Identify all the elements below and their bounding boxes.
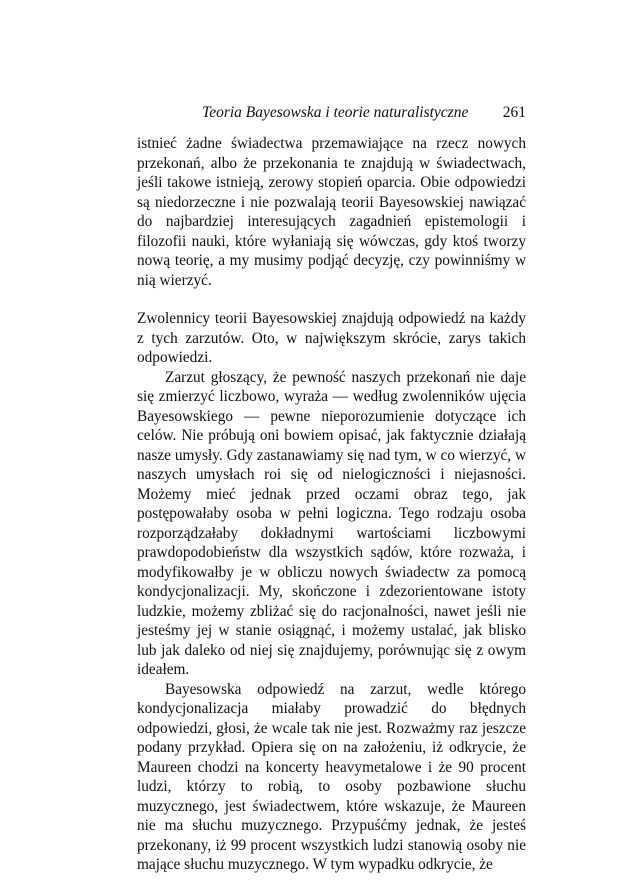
paragraph-numeric-measure: Zarzut głoszący, że pewność naszych przekonań nie daje się zmierzyć liczbowo, wyraża — według zwolenników ujęcia Bayesowskiego — pewne nieporozumienie dotyczące ich celów. Nie próbują oni bowiem opisać, jak faktycznie działają nasze umysły. Gdy zastanawiamy się nad tym, w co wierzyć, w naszych umysłach roi się od nielogiczności i niejasności. Możemy mieć jednak przed oczami obraz tego, jak postępowałaby osoba w pełni logiczna. Tego rodzaju osoba rozporządzałaby dokładnymi wartościami liczbowymi prawdopodobieństw dla wszystkich sądów, które rozważa, i modyfikowałby je w obliczu nowych świadectw za pomocą kondycjonalizacji. My, skończone i zdezorientowane istoty ludzkie, możemy zbliżać się do racjonalności, nawet jeśli nie jesteśmy jej w stanie osiągnąć, i możemy ustalać, jak blisko lub jak daleko od niej się znajdujemy, porównując się z owym ideałem. (137, 368, 526, 678)
body-text (137, 134, 526, 875)
running-title: Teoria Bayesowska i teorie naturalistyczne (202, 104, 469, 121)
running-head (137, 104, 526, 126)
paragraph-conditionalization: Bayesowska odpowiedź na zarzut, wedle którego kondycjonalizacja miałaby prowadzić do błędnych odpowiedzi, głosi, że wcale tak nie jest. Rozważmy raz jeszcze podany przykład. Opiera się on na założeniu, iż odkrycie, że Maureen chodzi na koncerty heavymetalowe i że 90 procent ludzi, którzy to robią, to osoby pozbawione słuchu muzycznego, jest świadectwem, które wskazuje, że Maureen nie ma słuchu muzycznego. Przypuśćmy jednak, że jesteś przekonany, iż 99 procent wszystkich ludzi stanowią osoby nie mające słuchu muzycznego. W tym wypadku odkrycie, że (137, 680, 526, 873)
page-number: 261 (502, 104, 526, 121)
paragraph-objections-intro: Zwolennicy teorii Bayesowskiej znajdują odpowiedź na każdy z tych zarzutów. Oto, w największym skrócie, zarys takich odpowiedzi. (137, 310, 526, 366)
book-page (137, 104, 526, 875)
paragraph-continued: istnieć żadne świadectwa przemawiające na rzecz nowych przekonań, albo że przekonania te znajdują w świadectwach, jeśli takowe istnieją, zerowy stopień oparcia. Obie odpowiedzi są niedorzeczne i nie pozwalają teorii Bayesowskiej nawiązać do najbardziej interesujących zagadnień epistemologii i filozofii nauki, które wyłaniają się wówczas, gdy ktoś tworzy nową teorię, a my musimy podjąć decyzję, czy powinniśmy w nią wierzyć. (137, 135, 526, 289)
